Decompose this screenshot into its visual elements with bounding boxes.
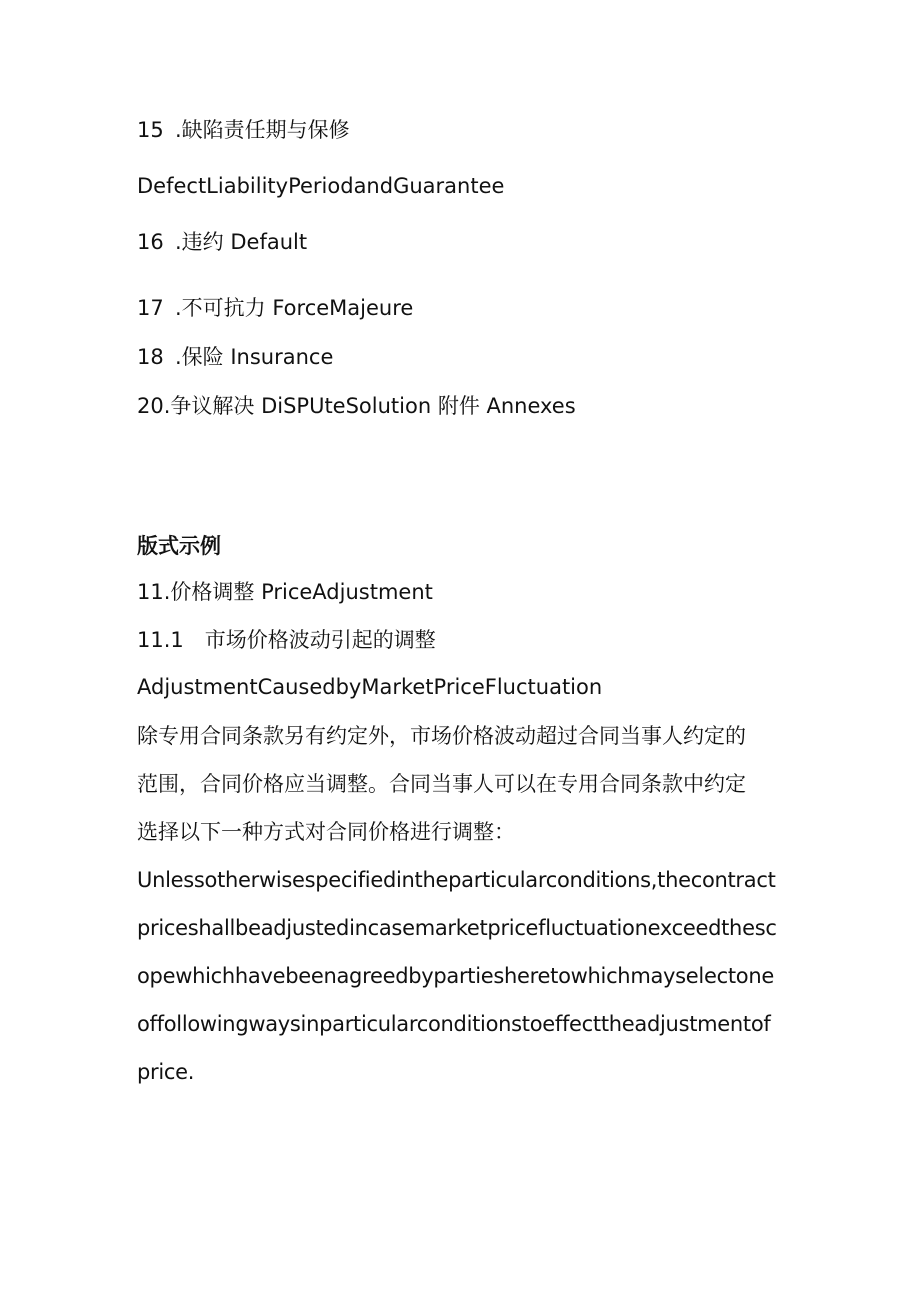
clause-title: 11.价格调整 PriceAdjustment	[137, 580, 433, 604]
toc-item-17	[137, 294, 413, 322]
toc-item-text: 20.争议解决 DiSPUteSolution 附件 Annexes	[137, 394, 576, 418]
subclause-title-en: AdjustmentCausedbyMarketPriceFluctuation	[137, 675, 603, 699]
en-paragraph-line: Unlessotherwisespecifiedintheparticularconditions,thecontract	[137, 868, 776, 892]
toc-item-number: 15	[137, 118, 164, 142]
toc-item-number: 16	[137, 230, 164, 254]
section-heading: 版式示例	[137, 534, 221, 558]
toc-item-16	[137, 228, 307, 256]
toc-item-text: .违约 Default	[175, 230, 308, 254]
toc-item-text: .缺陷责任期与保修	[175, 118, 350, 142]
toc-item-15	[137, 116, 350, 144]
toc-item-20	[137, 392, 576, 420]
cn-paragraph-line: 除专用合同条款另有约定外，市场价格波动超过合同当事人约定的	[137, 724, 746, 748]
cn-paragraph-line: 选择以下一种方式对合同价格进行调整：	[137, 820, 515, 844]
en-paragraph-line: price.	[137, 1060, 195, 1084]
toc-item-15-en	[137, 172, 504, 200]
toc-item-18	[137, 343, 333, 371]
toc-item-text: .不可抗力 ForceMajeure	[175, 296, 414, 320]
en-paragraph-line: opewhichhavebeenagreedbypartiesheretowhichmayselectone	[137, 964, 774, 988]
toc-item-number: 17	[137, 296, 164, 320]
toc-item-number: 18	[137, 345, 164, 369]
en-paragraph-line: offollowingwaysinparticularconditionstoeffecttheadjustmentof	[137, 1012, 771, 1036]
toc-item-text: DefectLiabilityPeriodandGuarantee	[137, 174, 505, 198]
cn-paragraph-line: 范围，合同价格应当调整。合同当事人可以在专用合同条款中约定	[137, 772, 746, 796]
en-paragraph-line: priceshallbeadjustedincasemarketpricefluctuationexceedthesc	[137, 916, 777, 940]
toc-item-text: .保险 Insurance	[175, 345, 334, 369]
subclause-title: 11.1 市场价格波动引起的调整	[137, 628, 436, 652]
